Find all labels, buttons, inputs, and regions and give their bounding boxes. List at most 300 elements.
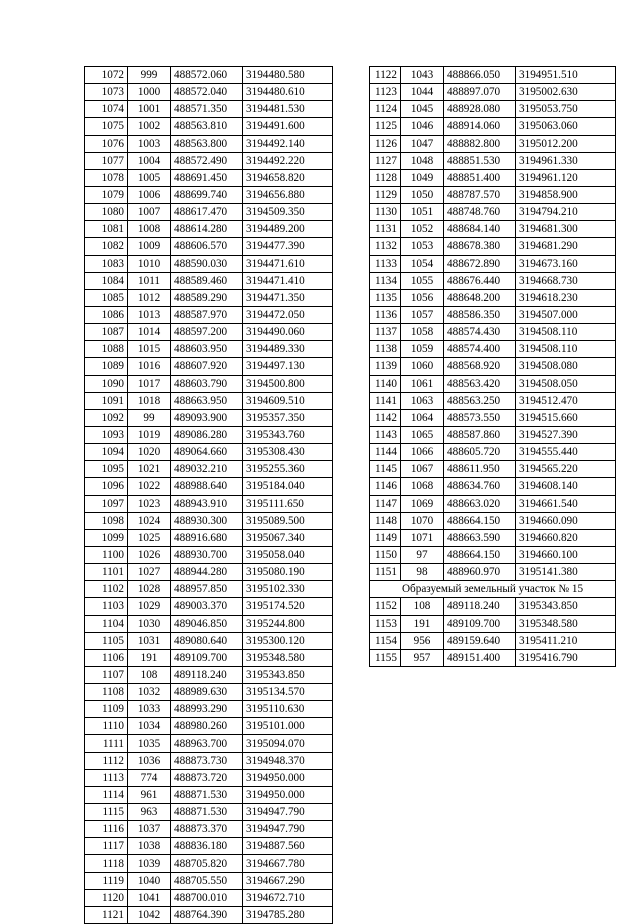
table-row bbox=[85, 495, 333, 512]
y-coordinate-cell: 3194668.730 bbox=[516, 272, 616, 289]
point-number-cell: 1013 bbox=[128, 306, 171, 323]
y-coordinate-cell: 3195063.060 bbox=[516, 118, 616, 135]
x-coordinate-cell: 488691.450 bbox=[171, 169, 243, 186]
table-row bbox=[85, 375, 333, 392]
table-row bbox=[85, 255, 333, 272]
y-coordinate-cell: 3195416.790 bbox=[516, 649, 616, 666]
x-coordinate-cell: 488866.050 bbox=[444, 67, 516, 84]
x-coordinate-cell: 488597.200 bbox=[171, 324, 243, 341]
row-number-cell: 1099 bbox=[85, 529, 128, 546]
y-coordinate-cell: 3195308.430 bbox=[243, 444, 333, 461]
table-row bbox=[85, 84, 333, 101]
point-number-cell: 99 bbox=[128, 409, 171, 426]
point-number-cell: 1051 bbox=[401, 204, 444, 221]
y-coordinate-cell: 3194661.540 bbox=[516, 495, 616, 512]
y-coordinate-cell: 3194947.790 bbox=[243, 821, 333, 838]
x-coordinate-cell: 488590.030 bbox=[171, 255, 243, 272]
point-number-cell: 1002 bbox=[128, 118, 171, 135]
point-number-cell: 961 bbox=[128, 786, 171, 803]
point-number-cell: 108 bbox=[401, 598, 444, 615]
row-number-cell: 1155 bbox=[370, 649, 401, 666]
row-number-cell: 1103 bbox=[85, 598, 128, 615]
table-row bbox=[370, 444, 616, 461]
row-number-cell: 1134 bbox=[370, 272, 401, 289]
x-coordinate-cell: 489109.700 bbox=[171, 649, 243, 666]
coordinates-table-left bbox=[84, 66, 333, 924]
table-row bbox=[85, 632, 333, 649]
row-number-cell: 1154 bbox=[370, 632, 401, 649]
y-coordinate-cell: 3194508.050 bbox=[516, 375, 616, 392]
point-number-cell: 1066 bbox=[401, 444, 444, 461]
point-number-cell: 1056 bbox=[401, 289, 444, 306]
row-number-cell: 1132 bbox=[370, 238, 401, 255]
point-number-cell: 1025 bbox=[128, 529, 171, 546]
table-row bbox=[370, 204, 616, 221]
point-number-cell: 98 bbox=[401, 564, 444, 581]
x-coordinate-cell: 488957.850 bbox=[171, 581, 243, 598]
row-number-cell: 1098 bbox=[85, 512, 128, 529]
table-row bbox=[85, 786, 333, 803]
table-row bbox=[370, 512, 616, 529]
y-coordinate-cell: 3194527.390 bbox=[516, 426, 616, 443]
point-number-cell: 1004 bbox=[128, 152, 171, 169]
x-coordinate-cell: 489109.700 bbox=[444, 615, 516, 632]
y-coordinate-cell: 3194961.330 bbox=[516, 152, 616, 169]
row-number-cell: 1142 bbox=[370, 409, 401, 426]
y-coordinate-cell: 3194480.580 bbox=[243, 67, 333, 84]
row-number-cell: 1093 bbox=[85, 426, 128, 443]
y-coordinate-cell: 3194507.000 bbox=[516, 306, 616, 323]
table-row bbox=[370, 118, 616, 135]
table-row bbox=[85, 769, 333, 786]
table-row bbox=[370, 392, 616, 409]
y-coordinate-cell: 3195002.630 bbox=[516, 84, 616, 101]
row-number-cell: 1108 bbox=[85, 684, 128, 701]
y-coordinate-cell: 3194508.110 bbox=[516, 341, 616, 358]
point-number-cell: 108 bbox=[128, 666, 171, 683]
x-coordinate-cell: 488603.790 bbox=[171, 375, 243, 392]
table-row bbox=[85, 272, 333, 289]
y-coordinate-cell: 3194489.330 bbox=[243, 341, 333, 358]
table-row bbox=[370, 632, 616, 649]
x-coordinate-cell: 488603.950 bbox=[171, 341, 243, 358]
table-row bbox=[85, 221, 333, 238]
table-row bbox=[85, 564, 333, 581]
point-number-cell: 1069 bbox=[401, 495, 444, 512]
y-coordinate-cell: 3194508.080 bbox=[516, 358, 616, 375]
table-row bbox=[85, 392, 333, 409]
y-coordinate-cell: 3195058.040 bbox=[243, 546, 333, 563]
point-number-cell: 1014 bbox=[128, 324, 171, 341]
point-number-cell: 191 bbox=[401, 615, 444, 632]
point-number-cell: 1022 bbox=[128, 478, 171, 495]
row-number-cell: 1100 bbox=[85, 546, 128, 563]
row-number-cell: 1083 bbox=[85, 255, 128, 272]
x-coordinate-cell: 488663.590 bbox=[444, 529, 516, 546]
point-number-cell: 1030 bbox=[128, 615, 171, 632]
table-row bbox=[85, 186, 333, 203]
row-number-cell: 1131 bbox=[370, 221, 401, 238]
point-number-cell: 1028 bbox=[128, 581, 171, 598]
y-coordinate-cell: 3195348.580 bbox=[243, 649, 333, 666]
row-number-cell: 1130 bbox=[370, 204, 401, 221]
row-number-cell: 1075 bbox=[85, 118, 128, 135]
y-coordinate-cell: 3195343.850 bbox=[243, 666, 333, 683]
point-number-cell: 1059 bbox=[401, 341, 444, 358]
x-coordinate-cell: 488607.920 bbox=[171, 358, 243, 375]
table-row bbox=[370, 67, 616, 84]
y-coordinate-cell: 3194887.560 bbox=[243, 838, 333, 855]
row-number-cell: 1124 bbox=[370, 101, 401, 118]
x-coordinate-cell: 488980.260 bbox=[171, 718, 243, 735]
y-coordinate-cell: 3195357.350 bbox=[243, 409, 333, 426]
x-coordinate-cell: 488606.570 bbox=[171, 238, 243, 255]
x-coordinate-cell: 489064.660 bbox=[171, 444, 243, 461]
table-row bbox=[370, 495, 616, 512]
x-coordinate-cell: 488943.910 bbox=[171, 495, 243, 512]
y-coordinate-cell: 3194491.600 bbox=[243, 118, 333, 135]
table-row bbox=[370, 272, 616, 289]
x-coordinate-cell: 488572.060 bbox=[171, 67, 243, 84]
x-coordinate-cell: 488574.430 bbox=[444, 324, 516, 341]
row-number-cell: 1127 bbox=[370, 152, 401, 169]
x-coordinate-cell: 488672.890 bbox=[444, 255, 516, 272]
x-coordinate-cell: 488572.040 bbox=[171, 84, 243, 101]
row-number-cell: 1146 bbox=[370, 478, 401, 495]
point-number-cell: 1009 bbox=[128, 238, 171, 255]
table-row bbox=[370, 615, 616, 632]
point-number-cell: 1024 bbox=[128, 512, 171, 529]
point-number-cell: 1027 bbox=[128, 564, 171, 581]
point-number-cell: 1040 bbox=[128, 872, 171, 889]
table-row bbox=[370, 238, 616, 255]
table-row bbox=[370, 186, 616, 203]
row-number-cell: 1153 bbox=[370, 615, 401, 632]
table-row bbox=[370, 409, 616, 426]
row-number-cell: 1091 bbox=[85, 392, 128, 409]
row-number-cell: 1076 bbox=[85, 135, 128, 152]
row-number-cell: 1086 bbox=[85, 306, 128, 323]
point-number-cell: 1061 bbox=[401, 375, 444, 392]
y-coordinate-cell: 3194480.610 bbox=[243, 84, 333, 101]
table-row bbox=[85, 204, 333, 221]
y-coordinate-cell: 3195111.650 bbox=[243, 495, 333, 512]
point-number-cell: 1000 bbox=[128, 84, 171, 101]
x-coordinate-cell: 488871.530 bbox=[171, 786, 243, 803]
y-coordinate-cell: 3194672.710 bbox=[243, 889, 333, 906]
x-coordinate-cell: 488764.390 bbox=[171, 906, 243, 923]
table-left-body bbox=[85, 67, 333, 924]
row-number-cell: 1145 bbox=[370, 461, 401, 478]
y-coordinate-cell: 3194471.410 bbox=[243, 272, 333, 289]
row-number-cell: 1111 bbox=[85, 735, 128, 752]
table-row bbox=[85, 666, 333, 683]
point-number-cell: 1018 bbox=[128, 392, 171, 409]
x-coordinate-cell: 488589.290 bbox=[171, 289, 243, 306]
x-coordinate-cell: 488897.070 bbox=[444, 84, 516, 101]
row-number-cell: 1074 bbox=[85, 101, 128, 118]
row-number-cell: 1123 bbox=[370, 84, 401, 101]
y-coordinate-cell: 3194471.610 bbox=[243, 255, 333, 272]
y-coordinate-cell: 3195110.630 bbox=[243, 701, 333, 718]
section-header-row bbox=[370, 581, 616, 598]
x-coordinate-cell: 488944.280 bbox=[171, 564, 243, 581]
y-coordinate-cell: 3194673.160 bbox=[516, 255, 616, 272]
y-coordinate-cell: 3194947.790 bbox=[243, 804, 333, 821]
y-coordinate-cell: 3195244.800 bbox=[243, 615, 333, 632]
row-number-cell: 1084 bbox=[85, 272, 128, 289]
point-number-cell: 1036 bbox=[128, 752, 171, 769]
y-coordinate-cell: 3194555.440 bbox=[516, 444, 616, 461]
x-coordinate-cell: 488663.020 bbox=[444, 495, 516, 512]
row-number-cell: 1102 bbox=[85, 581, 128, 598]
x-coordinate-cell: 488787.570 bbox=[444, 186, 516, 203]
table-row bbox=[85, 444, 333, 461]
point-number-cell: 1063 bbox=[401, 392, 444, 409]
y-coordinate-cell: 3194658.820 bbox=[243, 169, 333, 186]
x-coordinate-cell: 488705.820 bbox=[171, 855, 243, 872]
row-number-cell: 1082 bbox=[85, 238, 128, 255]
x-coordinate-cell: 488572.490 bbox=[171, 152, 243, 169]
point-number-cell: 1008 bbox=[128, 221, 171, 238]
y-coordinate-cell: 3194481.530 bbox=[243, 101, 333, 118]
y-coordinate-cell: 3194656.880 bbox=[243, 186, 333, 203]
x-coordinate-cell: 488617.470 bbox=[171, 204, 243, 221]
row-number-cell: 1110 bbox=[85, 718, 128, 735]
y-coordinate-cell: 3194565.220 bbox=[516, 461, 616, 478]
x-coordinate-cell: 488930.300 bbox=[171, 512, 243, 529]
table-row bbox=[85, 238, 333, 255]
x-coordinate-cell: 488678.380 bbox=[444, 238, 516, 255]
table-row bbox=[370, 375, 616, 392]
x-coordinate-cell: 488634.760 bbox=[444, 478, 516, 495]
row-number-cell: 1073 bbox=[85, 84, 128, 101]
point-number-cell: 1012 bbox=[128, 289, 171, 306]
table-row bbox=[370, 289, 616, 306]
x-coordinate-cell: 488563.800 bbox=[171, 135, 243, 152]
point-number-cell: 1041 bbox=[128, 889, 171, 906]
point-number-cell: 1065 bbox=[401, 426, 444, 443]
x-coordinate-cell: 488563.250 bbox=[444, 392, 516, 409]
row-number-cell: 1133 bbox=[370, 255, 401, 272]
y-coordinate-cell: 3195134.570 bbox=[243, 684, 333, 701]
table-row bbox=[85, 409, 333, 426]
point-number-cell: 1005 bbox=[128, 169, 171, 186]
point-number-cell: 1026 bbox=[128, 546, 171, 563]
table-row bbox=[85, 67, 333, 84]
point-number-cell: 1021 bbox=[128, 461, 171, 478]
point-number-cell: 1045 bbox=[401, 101, 444, 118]
table-row bbox=[370, 426, 616, 443]
table-row bbox=[85, 289, 333, 306]
table-row bbox=[370, 564, 616, 581]
y-coordinate-cell: 3195300.120 bbox=[243, 632, 333, 649]
point-number-cell: 1057 bbox=[401, 306, 444, 323]
x-coordinate-cell: 488574.400 bbox=[444, 341, 516, 358]
point-number-cell: 1043 bbox=[401, 67, 444, 84]
x-coordinate-cell: 488605.720 bbox=[444, 444, 516, 461]
x-coordinate-cell: 488614.280 bbox=[171, 221, 243, 238]
row-number-cell: 1119 bbox=[85, 872, 128, 889]
point-number-cell: 1010 bbox=[128, 255, 171, 272]
x-coordinate-cell: 488587.860 bbox=[444, 426, 516, 443]
y-coordinate-cell: 3195343.850 bbox=[516, 598, 616, 615]
x-coordinate-cell: 489046.850 bbox=[171, 615, 243, 632]
row-number-cell: 1101 bbox=[85, 564, 128, 581]
point-number-cell: 1031 bbox=[128, 632, 171, 649]
point-number-cell: 1054 bbox=[401, 255, 444, 272]
point-number-cell: 97 bbox=[401, 546, 444, 563]
point-number-cell: 1055 bbox=[401, 272, 444, 289]
point-number-cell: 1015 bbox=[128, 341, 171, 358]
table-row bbox=[85, 324, 333, 341]
y-coordinate-cell: 3195067.340 bbox=[243, 529, 333, 546]
table-row bbox=[370, 84, 616, 101]
point-number-cell: 1037 bbox=[128, 821, 171, 838]
table-row bbox=[85, 478, 333, 495]
row-number-cell: 1126 bbox=[370, 135, 401, 152]
y-coordinate-cell: 3194961.120 bbox=[516, 169, 616, 186]
table-row bbox=[85, 684, 333, 701]
y-coordinate-cell: 3194609.510 bbox=[243, 392, 333, 409]
y-coordinate-cell: 3195141.380 bbox=[516, 564, 616, 581]
row-number-cell: 1077 bbox=[85, 152, 128, 169]
x-coordinate-cell: 488568.920 bbox=[444, 358, 516, 375]
point-number-cell: 1003 bbox=[128, 135, 171, 152]
y-coordinate-cell: 3194667.290 bbox=[243, 872, 333, 889]
row-number-cell: 1141 bbox=[370, 392, 401, 409]
table-row bbox=[370, 152, 616, 169]
x-coordinate-cell: 488563.420 bbox=[444, 375, 516, 392]
y-coordinate-cell: 3195411.210 bbox=[516, 632, 616, 649]
x-coordinate-cell: 488873.730 bbox=[171, 752, 243, 769]
table-row bbox=[85, 152, 333, 169]
table-row bbox=[85, 306, 333, 323]
table-row bbox=[85, 889, 333, 906]
x-coordinate-cell: 489086.280 bbox=[171, 426, 243, 443]
table-row bbox=[85, 906, 333, 923]
row-number-cell: 1095 bbox=[85, 461, 128, 478]
y-coordinate-cell: 3195255.360 bbox=[243, 461, 333, 478]
coordinates-table-right bbox=[369, 66, 616, 667]
row-number-cell: 1150 bbox=[370, 546, 401, 563]
y-coordinate-cell: 3194497.130 bbox=[243, 358, 333, 375]
x-coordinate-cell: 488664.150 bbox=[444, 512, 516, 529]
row-number-cell: 1121 bbox=[85, 906, 128, 923]
row-number-cell: 1107 bbox=[85, 666, 128, 683]
x-coordinate-cell: 488960.970 bbox=[444, 564, 516, 581]
table-row bbox=[85, 752, 333, 769]
point-number-cell: 1047 bbox=[401, 135, 444, 152]
point-number-cell: 1048 bbox=[401, 152, 444, 169]
x-coordinate-cell: 489118.240 bbox=[171, 666, 243, 683]
x-coordinate-cell: 488573.550 bbox=[444, 409, 516, 426]
point-number-cell: 1029 bbox=[128, 598, 171, 615]
table-row bbox=[370, 478, 616, 495]
point-number-cell: 1006 bbox=[128, 186, 171, 203]
x-coordinate-cell: 488648.200 bbox=[444, 289, 516, 306]
y-coordinate-cell: 3194660.820 bbox=[516, 529, 616, 546]
x-coordinate-cell: 488664.150 bbox=[444, 546, 516, 563]
y-coordinate-cell: 3195053.750 bbox=[516, 101, 616, 118]
y-coordinate-cell: 3194500.800 bbox=[243, 375, 333, 392]
point-number-cell: 1017 bbox=[128, 375, 171, 392]
x-coordinate-cell: 488988.640 bbox=[171, 478, 243, 495]
point-number-cell: 1016 bbox=[128, 358, 171, 375]
x-coordinate-cell: 488684.140 bbox=[444, 221, 516, 238]
row-number-cell: 1140 bbox=[370, 375, 401, 392]
x-coordinate-cell: 488700.010 bbox=[171, 889, 243, 906]
x-coordinate-cell: 488586.350 bbox=[444, 306, 516, 323]
x-coordinate-cell: 488589.460 bbox=[171, 272, 243, 289]
y-coordinate-cell: 3194794.210 bbox=[516, 204, 616, 221]
point-number-cell: 1035 bbox=[128, 735, 171, 752]
row-number-cell: 1125 bbox=[370, 118, 401, 135]
row-number-cell: 1118 bbox=[85, 855, 128, 872]
x-coordinate-cell: 488611.950 bbox=[444, 461, 516, 478]
table-row bbox=[85, 118, 333, 135]
point-number-cell: 963 bbox=[128, 804, 171, 821]
table-row bbox=[370, 461, 616, 478]
y-coordinate-cell: 3194950.000 bbox=[243, 786, 333, 803]
row-number-cell: 1115 bbox=[85, 804, 128, 821]
table-right-top-body bbox=[370, 67, 616, 581]
point-number-cell: 1038 bbox=[128, 838, 171, 855]
y-coordinate-cell: 3194508.110 bbox=[516, 324, 616, 341]
y-coordinate-cell: 3194681.290 bbox=[516, 238, 616, 255]
table-row bbox=[85, 598, 333, 615]
y-coordinate-cell: 3194950.000 bbox=[243, 769, 333, 786]
y-coordinate-cell: 3194951.510 bbox=[516, 67, 616, 84]
table-row bbox=[85, 169, 333, 186]
table-row bbox=[85, 872, 333, 889]
table-row bbox=[85, 546, 333, 563]
point-number-cell: 957 bbox=[401, 649, 444, 666]
table-row bbox=[370, 101, 616, 118]
point-number-cell: 1019 bbox=[128, 426, 171, 443]
row-number-cell: 1122 bbox=[370, 67, 401, 84]
row-number-cell: 1148 bbox=[370, 512, 401, 529]
table-row bbox=[85, 855, 333, 872]
row-number-cell: 1096 bbox=[85, 478, 128, 495]
table-row bbox=[85, 358, 333, 375]
x-coordinate-cell: 488699.740 bbox=[171, 186, 243, 203]
y-coordinate-cell: 3194948.370 bbox=[243, 752, 333, 769]
table-row bbox=[370, 324, 616, 341]
x-coordinate-cell: 488873.370 bbox=[171, 821, 243, 838]
y-coordinate-cell: 3194515.660 bbox=[516, 409, 616, 426]
row-number-cell: 1144 bbox=[370, 444, 401, 461]
y-coordinate-cell: 3195102.330 bbox=[243, 581, 333, 598]
point-number-cell: 956 bbox=[401, 632, 444, 649]
x-coordinate-cell: 488748.760 bbox=[444, 204, 516, 221]
x-coordinate-cell: 488663.950 bbox=[171, 392, 243, 409]
row-number-cell: 1114 bbox=[85, 786, 128, 803]
point-number-cell: 1032 bbox=[128, 684, 171, 701]
point-number-cell: 1046 bbox=[401, 118, 444, 135]
table-row bbox=[370, 649, 616, 666]
point-number-cell: 774 bbox=[128, 769, 171, 786]
x-coordinate-cell: 488563.810 bbox=[171, 118, 243, 135]
row-number-cell: 1094 bbox=[85, 444, 128, 461]
table-row bbox=[85, 341, 333, 358]
y-coordinate-cell: 3194471.350 bbox=[243, 289, 333, 306]
y-coordinate-cell: 3194492.220 bbox=[243, 152, 333, 169]
y-coordinate-cell: 3194608.140 bbox=[516, 478, 616, 495]
x-coordinate-cell: 488963.700 bbox=[171, 735, 243, 752]
y-coordinate-cell: 3194618.230 bbox=[516, 289, 616, 306]
point-number-cell: 1020 bbox=[128, 444, 171, 461]
